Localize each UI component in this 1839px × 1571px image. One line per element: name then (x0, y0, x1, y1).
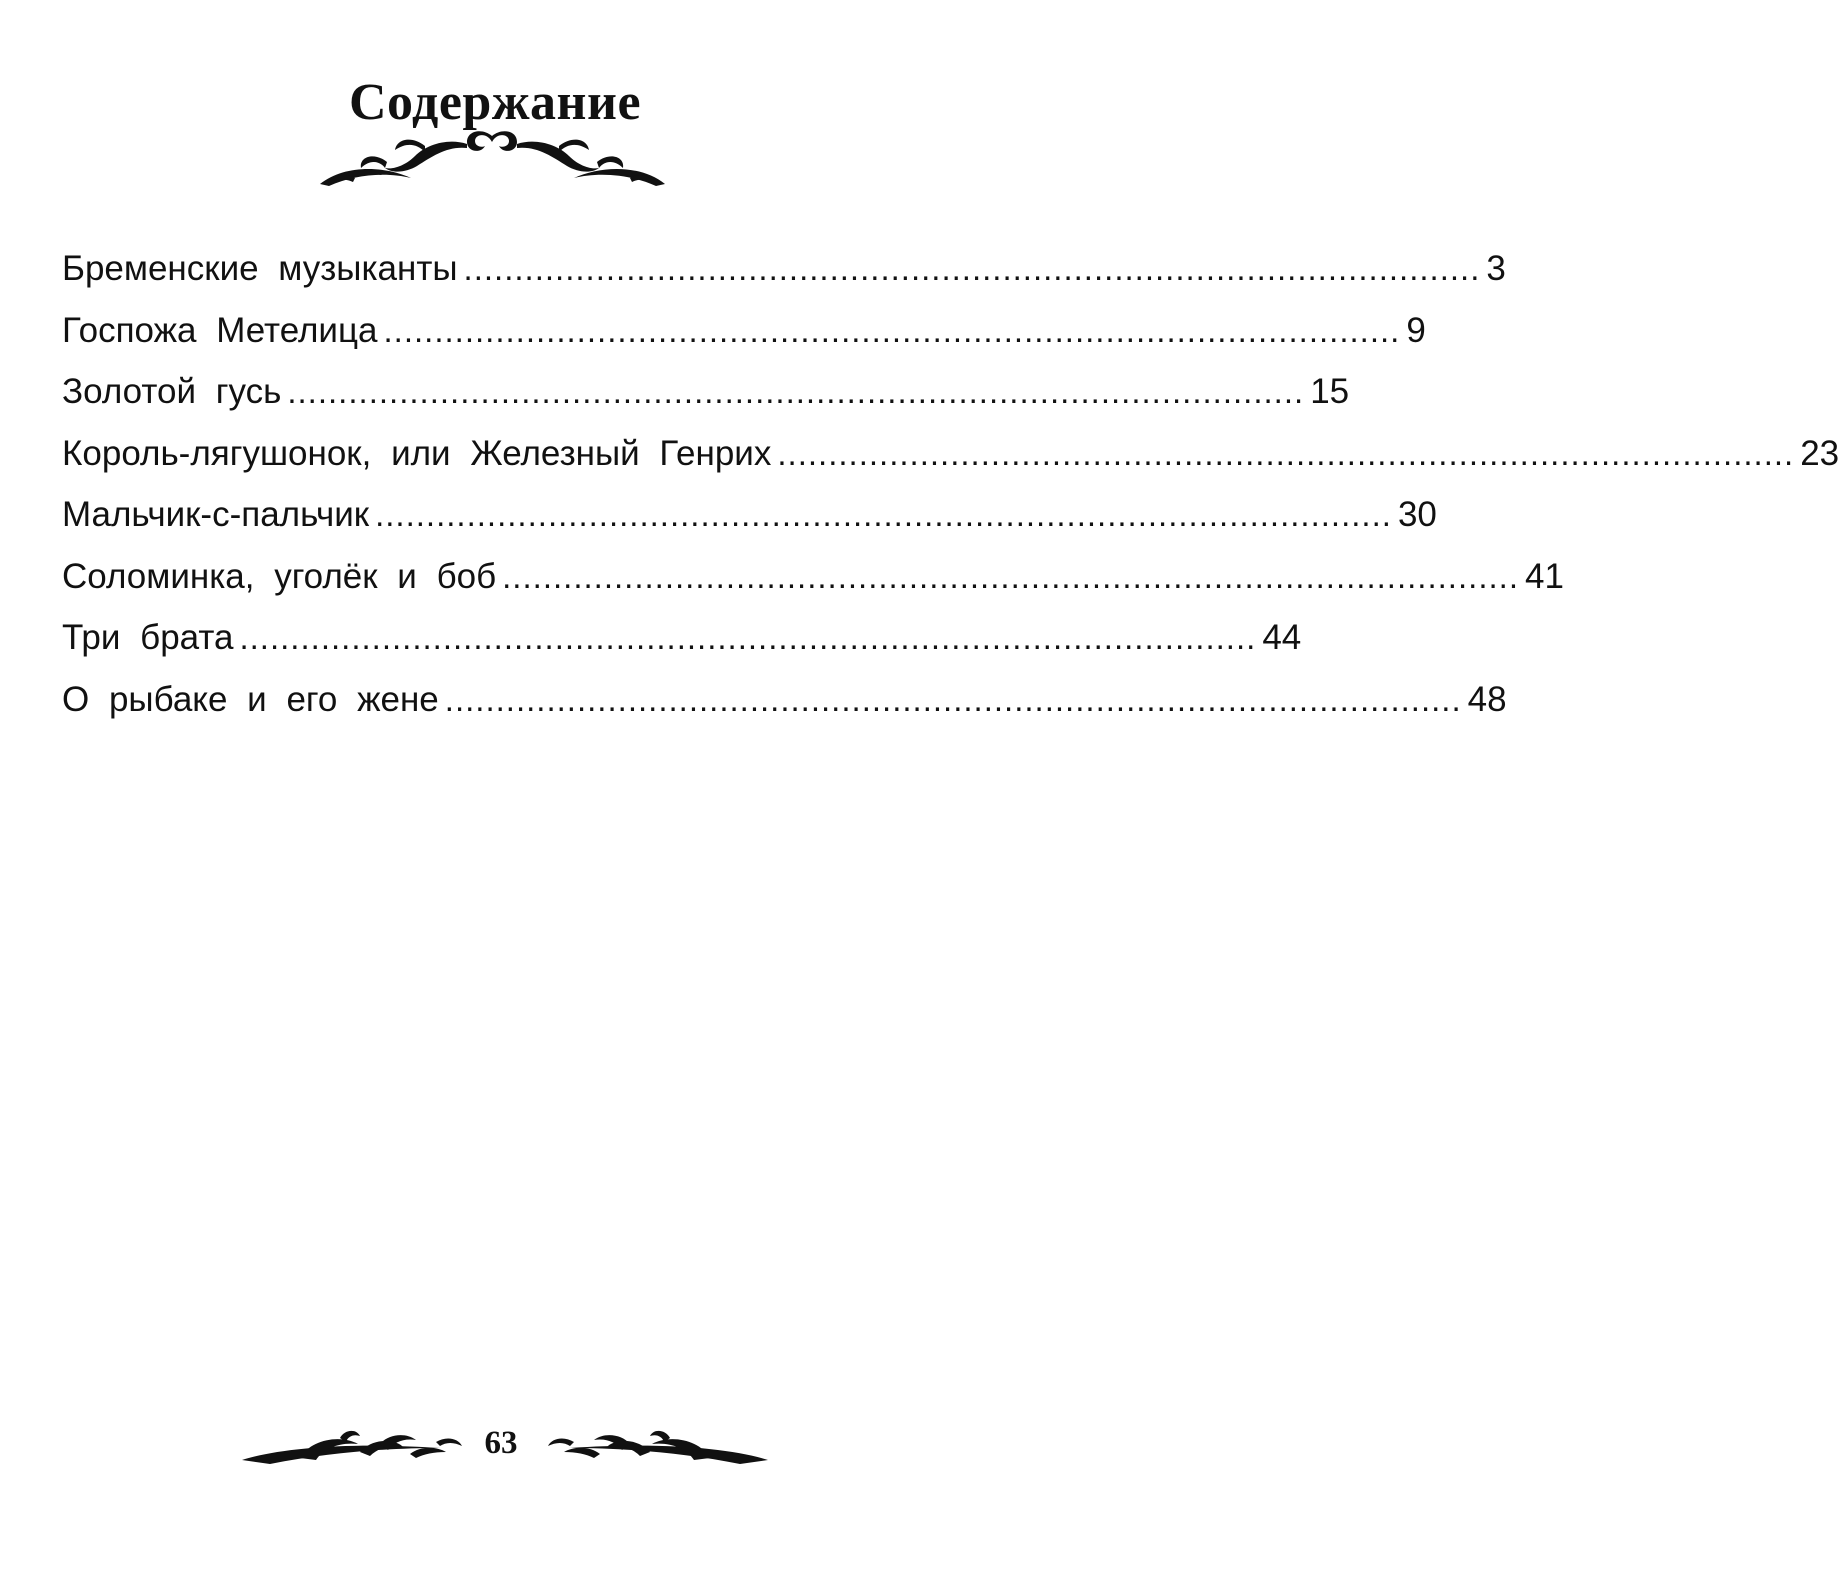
toc-entry (62, 669, 1507, 731)
toc-entry-page: 44 (1262, 618, 1302, 657)
toc-entry (62, 607, 1302, 669)
toc-entry-page: 9 (1406, 310, 1426, 350)
toc-entry-title: Король-лягушонок, или Железный Генрих (62, 433, 772, 473)
toc-leader-dots: .................................................................................................... (444, 680, 1462, 718)
toc-leader-dots: .................................................................................................... (383, 311, 1401, 349)
toc-entry-page: 23 (1800, 433, 1839, 473)
toc-leader-dots: .................................................................................................... (502, 557, 1519, 595)
page-title: Содержание (348, 73, 642, 131)
toc-entry (62, 238, 1506, 300)
toc-leader-dots: .................................................................................................... (777, 434, 1795, 472)
toc-leader-dots: .................................................................................................... (463, 250, 1481, 287)
toc-entry (62, 484, 1437, 546)
toc-leader-dots: .................................................................................................... (287, 373, 1305, 410)
toc-entry-title: Госпожа Метелица (62, 310, 378, 350)
toc-entry-title: Золотой гусь (62, 372, 282, 411)
toc-entry (62, 361, 1350, 423)
page-number: 63 (484, 1425, 518, 1461)
toc-entry-title: О рыбаке и его жене (62, 679, 439, 719)
toc-entry (62, 423, 1839, 485)
toc-entry-title: Соломинка, уголёк и боб (62, 556, 497, 596)
toc-entry-page: 15 (1310, 372, 1350, 411)
toc-entry-page: 30 (1397, 495, 1437, 534)
toc-entry-title: Бременские музыканты (62, 249, 458, 288)
toc-leader-dots: .................................................................................................... (239, 619, 1257, 656)
flourish-divider-icon (315, 122, 670, 192)
toc-entry-page: 3 (1486, 249, 1506, 288)
toc-leader-dots: .................................................................................................... (375, 496, 1392, 533)
toc-entry (62, 546, 1564, 608)
toc-entry (62, 300, 1426, 362)
toc-entry-page: 48 (1467, 679, 1507, 719)
toc-entry-title: Три брата (62, 618, 234, 657)
toc-entry-title: Мальчик-с-пальчик (62, 495, 370, 534)
table-of-contents (62, 238, 1839, 730)
toc-entry-page: 41 (1525, 556, 1564, 596)
